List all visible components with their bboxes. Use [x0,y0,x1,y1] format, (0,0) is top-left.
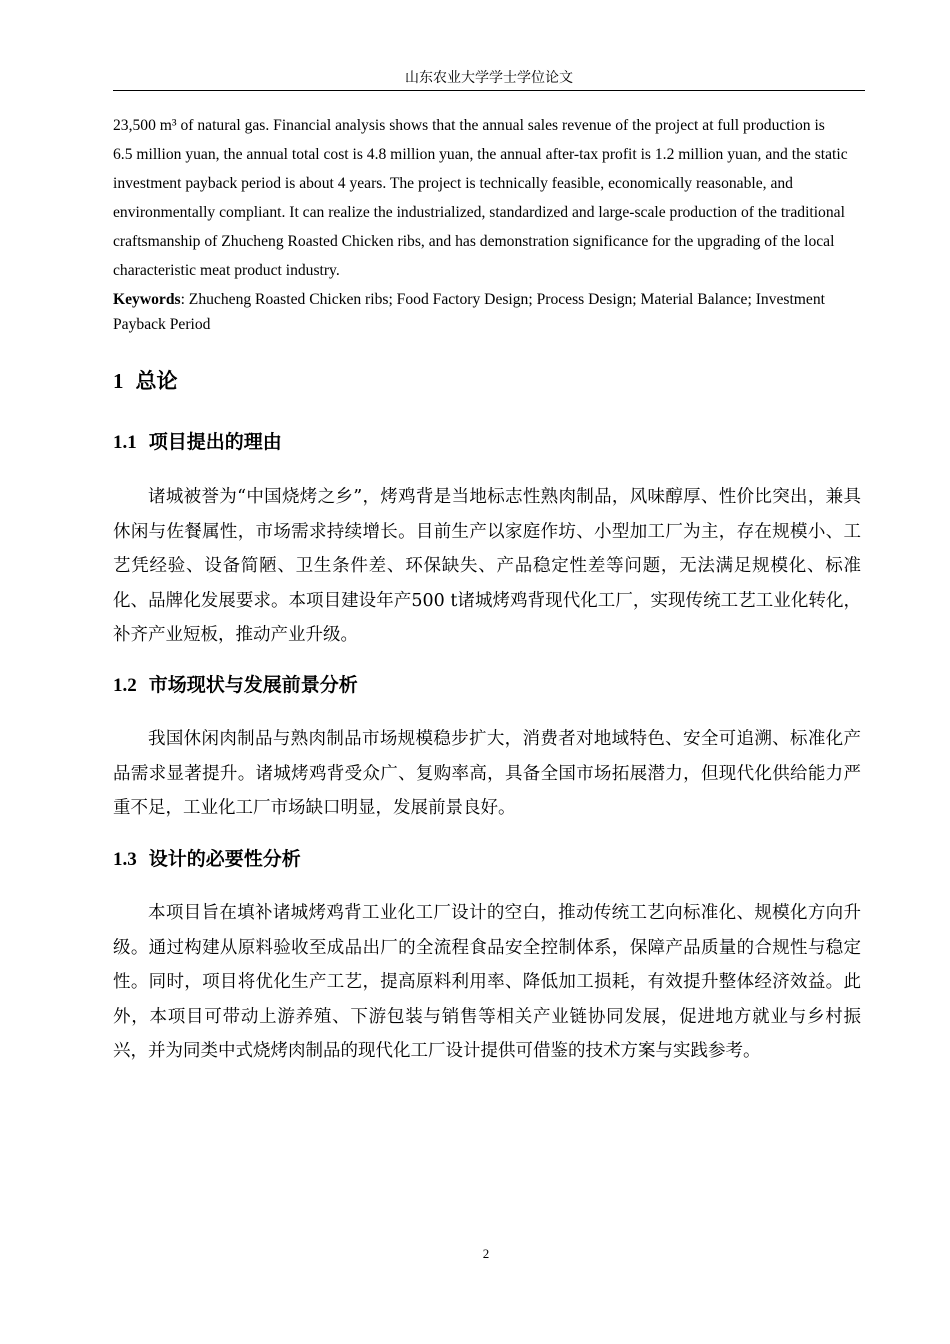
abstract-paragraph: 23,500 m³ of natural gas. Financial analysis shows that the annual sales revenue of the project at full production is 6.5 million yuan, the annual total cost is 4.8 million yuan, the annual after-tax profit is 1.2 million yuan, and the static investment payback period is about 4 years. The project is technically feasible, economically reasonable, and environmentally compliant. It can realize the industrialized, standardized and large-scale production of the traditional craftsmanship of Zhucheng Roasted Chicken ribs, and has demonstration significance for the upgrading of the local characteristic meat product industry. [113,117,848,279]
chapter-number: 1 [113,369,124,393]
running-header: 山东农业大学学士学位论文 [405,70,573,86]
section-body-1-3: 本项目旨在填补诸城烤鸡背工业化工厂设计的空白，推动传统工艺向标准化、规模化方向升级。通过构建从原料验收至成品出厂的全流程食品安全控制体系，保障产品质量的合规性与稳定性。同时，项目将优化生产工艺，提高原料利用率、降低加工损耗，有效提升整体经济效益。此外，本项目可带动上游养殖、下游包装与销售等相关产业链协同发展，促进地方就业与乡村振兴，并为同类中式烧烤肉制品的现代化工厂设计提供可借鉴的技术方案与实践参考。 [113,903,861,1061]
section-number: 1.3 [113,849,137,870]
section-title: 项目提出的理由 [148,431,282,453]
chapter-heading [113,365,178,397]
header-rule [113,90,865,91]
section-heading-1-3 [113,845,301,874]
section-body-1-2: 我国休闲肉制品与熟肉制品市场规模稳步扩大，消费者对地域特色、安全可追溯、标准化产品需求显著提升。诸城烤鸡背受众广、复购率高，具备全国市场拓展潜力，但现代化供给能力严重不足，工业化工厂市场缺口明显，发展前景良好。 [113,729,861,818]
section-number: 1.1 [113,432,137,453]
page-number: 2 [482,1246,490,1261]
section-number: 1.2 [113,675,137,696]
chapter-title: 总论 [135,369,178,393]
keywords-text: : Zhucheng Roasted Chicken ribs; Food Factory Design; Process Design; Material Balance; Investment Payback Period [113,291,825,333]
keywords-label: Keywords [113,291,181,308]
section-heading-1-2 [113,671,358,700]
section-title: 市场现状与发展前景分析 [148,674,358,696]
section-title: 设计的必要性分析 [148,848,301,870]
keywords-line [113,287,848,337]
section-body-1-1: 诸城被誉为“中国烧烤之乡”，烤鸡背是当地标志性熟肉制品，风味醇厚、性价比突出，兼具休闲与佐餐属性，市场需求持续增长。目前生产以家庭作坊、小型加工厂为主，存在规模小、工艺凭经验、设备简陋、卫生条件差、环保缺失、产品稳定性差等问题，无法满足规模化、标准化、品牌化发展要求。本项目建设年产500 t诸城烤鸡背现代化工厂，实现传统工艺工业化转化，补齐产业短板，推动产业升级。 [113,487,861,645]
section-heading-1-1 [113,428,282,457]
